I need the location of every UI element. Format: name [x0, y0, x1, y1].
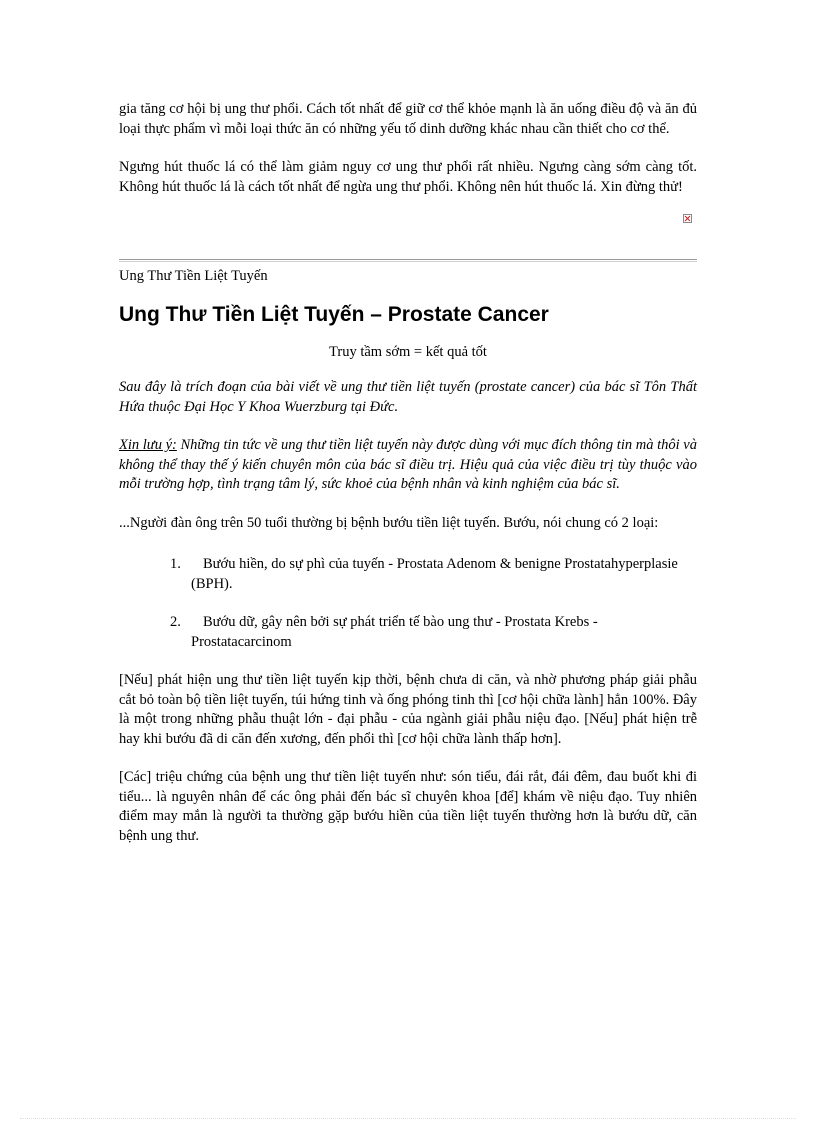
lead-paragraph: ...Người đàn ông trên 50 tuổi thường bị bệnh bướu tiền liệt tuyến. Bướu, nói chung có 2 loại:: [119, 514, 659, 531]
tagline: Truy tầm sớm = kết quả tốt: [329, 344, 487, 360]
disclaimer-label: Xin lưu ý:: [119, 437, 177, 453]
disclaimer-paragraph: [119, 436, 697, 495]
list-item: [170, 613, 697, 652]
horizontal-rule: [119, 259, 697, 262]
broken-image-icon: [683, 214, 692, 223]
article-title: Ung Thư Tiền Liệt Tuyến – Prostate Cancer: [119, 303, 549, 326]
list-item-text: Bướu dữ, gây nên bởi sự phát triển tế bào ung thư - Prostata Krebs - Prostatacarcinom: [191, 614, 598, 650]
paragraph-stop-smoking: Ngưng hút thuốc lá có thể làm giảm nguy cơ ung thư phổi rất nhiều. Ngưng càng sớm càng tốt. Không hút thuốc lá là cách tốt nhất để ngừa ung thư phổi. Không nên hút thuốc lá. Xin đừng thử!: [119, 159, 697, 195]
paragraph-healthy-eating: gia tăng cơ hội bị ung thư phổi. Cách tốt nhất để giữ cơ thể khỏe mạnh là ăn uống điều độ và ăn đủ loại thực phẩm vì mỗi loại thức ăn có những yếu tố dinh dưỡng khác nhau cần thiết cho cơ thể.: [119, 101, 697, 137]
list-item-number: 1.: [170, 556, 181, 572]
section-label: Ung Thư Tiền Liệt Tuyến: [119, 268, 268, 284]
page-bottom-border: [20, 1118, 796, 1119]
list-item: [170, 555, 697, 594]
paragraph-symptoms: [Các] triệu chứng của bệnh ung thư tiền liệt tuyến như: són tiểu, đái rắt, đái đêm, đau buốt khi đi tiểu... là nguyên nhân để các ông phải đến bác sĩ chuyên khoa [để] khám về niệu đạo. Tuy nhiên điểm may mắn là người ta thường gặp bướu hiền của tiền liệt tuyến thường hơn là bướu dữ, căn bệnh ung thư.: [119, 769, 697, 844]
broken-image: [119, 211, 697, 229]
list-item-text: Bướu hiền, do sự phì của tuyến - Prostata Adenom & benigne Prostatahyperplasie (BPH).: [191, 556, 678, 592]
tumor-type-list: [119, 555, 697, 652]
document-page: [119, 100, 697, 846]
disclaimer-text: Những tin tức về ung thư tiền liệt tuyến này được dùng với mục đích thông tin mà thôi và không thể thay thế ý kiến chuyên môn của bác sĩ điều trị. Hiệu quả của việc điều trị tùy thuộc vào mỗi trường hợp, tình trạng tâm lý, sức khoẻ của bệnh nhân và kinh nghiệm của bác sĩ.: [119, 437, 697, 492]
intro-paragraph: Sau đây là trích đoạn của bài viết về ung thư tiền liệt tuyến (prostate cancer) của bác sĩ Tôn Thất Hứa thuộc Đại Học Y Khoa Wuerzburg tại Đức.: [119, 379, 697, 415]
list-item-number: 2.: [170, 614, 181, 630]
paragraph-early-detection: [Nếu] phát hiện ung thư tiền liệt tuyến kịp thời, bệnh chưa di căn, và nhờ phương pháp giải phẫu cắt bỏ toàn bộ tiền liệt tuyến, túi hứng tinh và ống phóng tinh thì [cơ hội chữa lành] hẳn 100%. Đây là một trong những phẫu thuật lớn - đại phẫu - của ngành giải phẫu niệu đạo. [Nếu] phát hiện trễ hay khi bướu đã di căn đến xương, đến phổi thì [cơ hội chữa lành thấp hơn].: [119, 672, 697, 747]
